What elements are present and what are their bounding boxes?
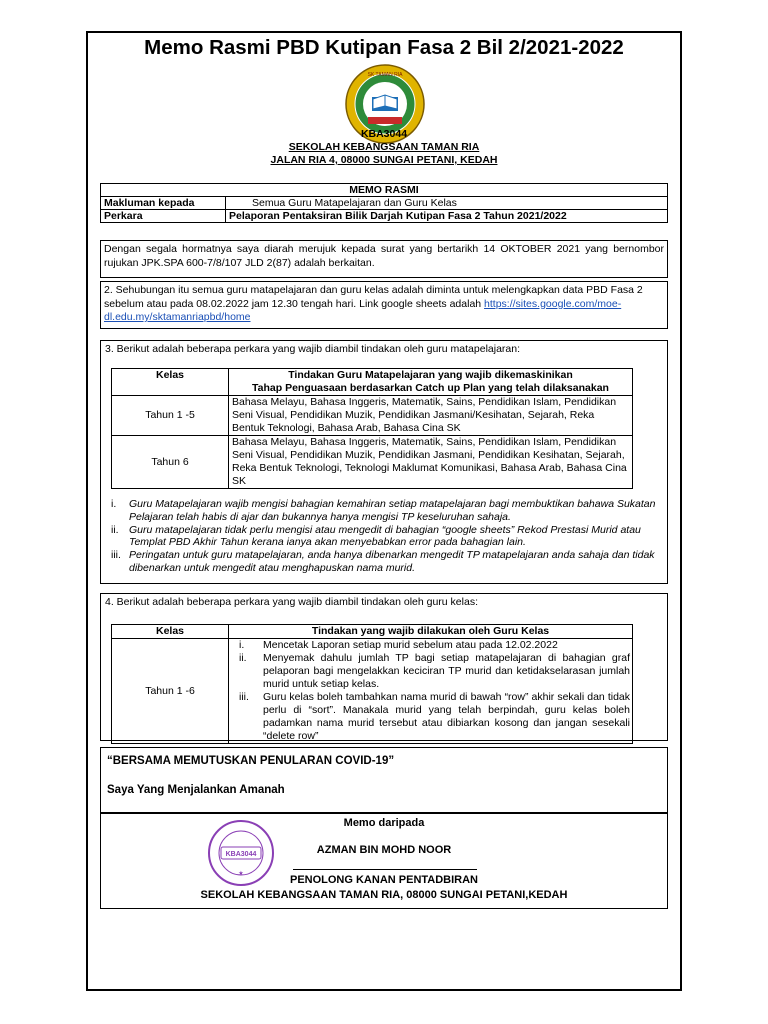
table2-header-kelas: Kelas	[112, 625, 229, 639]
document-title: Memo Rasmi PBD Kutipan Fasa 2 Bil 2/2021-2022	[144, 36, 624, 59]
memo-header-table	[100, 183, 668, 223]
table2-row-kelas: Tahun 1 -6	[112, 639, 229, 744]
action-item: i. Mencetak Laporan setiap murid sebelum atau pada 12.02.2022	[239, 639, 558, 651]
memo-heading: MEMO RASMI	[101, 184, 668, 197]
class-teacher-table	[111, 624, 633, 744]
table1-row2-kelas: Tahun 6	[112, 436, 229, 489]
table1-row1-subjects: Bahasa Melayu, Bahasa Inggeris, Matematik, Sains, Pendidikan Islam, Pendidikan Seni Visual, Pendidikan Muzik, Pendidikan Jasmani/Kesihatan, Sejarah, Reka Bentuk Teknologi, Bahasa Arab, Bahasa Cina SK	[229, 396, 633, 436]
action-item: ii. Menyemak dahulu jumlah TP bagi setiap matapelajaran di bahagian graf pelaporan bagi mengelakkan keciciran TP murid dan ketidakselarasan jumlah murid untuk setiap kelas.	[239, 652, 630, 690]
table1-header-kelas: Kelas	[112, 369, 229, 396]
school-name: SEKOLAH KEBANGSAAN TAMAN RIA	[288, 141, 480, 153]
svg-text:SK TAMAN RIA: SK TAMAN RIA	[367, 72, 403, 78]
table1-row2-subjects: Bahasa Melayu, Bahasa Inggeris, Matematik, Sains, Pendidikan Islam, Pendidikan Seni Visual, Pendidikan Muzik, Pendidikan Jasmani, Pendidikan Kesihatan, Sejarah, Reka Bentuk Teknologi, Teknologi Maklumat Komunikasi, Bahasa Arab, Bahasa Cina SK	[229, 436, 633, 489]
action-item: iii. Guru kelas boleh tambahkan nama murid di bawah “row” akhir sekali dan tidak perlu di “sort”. Manakala murid yang telah berpindah, guru kelas boleh padamkan nama murid tersebut atau dibiarkan kosong dan jangan sesekali “delete row”	[239, 691, 630, 742]
signatory-organization: SEKOLAH KEBANGSAAN TAMAN RIA, 08000 SUNGAI PETANI,KEDAH	[200, 889, 568, 901]
paragraph-2	[100, 281, 668, 329]
svg-text:★: ★	[238, 871, 244, 877]
signatory-name: AZMAN BIN MOHD NOOR	[316, 844, 452, 856]
signature-line	[293, 869, 477, 870]
subject-teacher-table	[111, 368, 633, 489]
memo-from-label: Memo daripada	[343, 817, 425, 829]
google-sheets-link[interactable]: https://sites.google.com/moe-dl.edu.my/sktamanriapbd/home	[104, 297, 622, 323]
class-teacher-actions	[231, 639, 630, 743]
note-item: i. Guru Matapelajaran wajib mengisi bahagian kemahiran setiap matapelajaran bagi membuktikan bahawa Sukatan Pelajaran telah habis di ajar dan bukannya hanya mengisi TP keseluruhan sahaja.	[111, 498, 656, 523]
covid-slogan: “BERSAMA MEMUTUSKAN PENULARAN COVID-19”	[107, 755, 395, 767]
closing-phrase: Saya Yang Menjalankan Amanah	[107, 784, 285, 796]
document-frame	[86, 31, 682, 991]
section-4	[100, 593, 668, 741]
table1-header-tindakan	[229, 369, 633, 396]
subject-teacher-notes	[105, 498, 663, 575]
paragraph-1: Dengan segala hormatnya saya diarah merujuk kepada surat yang bertarikh 14 OKTOBER 2021 yang bernombor rujukan JPK.SPA 600-7/8/107 JLD 2(87) adalah berkaitan.	[100, 240, 668, 278]
section-3	[100, 340, 668, 584]
school-code: KBA3044	[360, 128, 408, 140]
signature-box	[100, 813, 668, 909]
school-address: JALAN RIA 4, 08000 SUNGAI PETANI, KEDAH	[270, 154, 498, 166]
closing-box	[100, 747, 668, 813]
memo-value-makluman: Semua Guru Matapelajaran dan Guru Kelas	[226, 197, 668, 210]
memo-label-makluman: Makluman kepada	[101, 197, 226, 210]
table2-header-tindakan: Tindakan yang wajib dilakukan oleh Guru Kelas	[229, 625, 633, 639]
note-item: iii. Peringatan untuk guru matapelajaran, anda hanya dibenarkan mengedit TP matapelajaran anda sahaja dan tidak dibenarkan untuk mengedit atau menghapuskan nama murid.	[111, 549, 655, 574]
signatory-position: PENOLONG KANAN PENTADBIRAN	[289, 874, 479, 886]
paragraph-2-text: 2. Sehubungan itu semua guru matapelajaran dan guru kelas adalah diminta untuk melengkapkan data PBD Fasa 2 sebelum atau pada 08.02.2022 jam 12.30 tengah hari. Link google sheets adalah	[104, 284, 643, 310]
memo-label-perkara: Perkara	[101, 210, 226, 223]
note-item: ii. Guru matapelajaran tidak perlu mengisi atau mengedit di bahagian “google sheets” Rekod Prestasi Murid atau Templat PBD Akhir Tahun kerana ianya akan menyebabkan error pada bahagian lain.	[111, 523, 641, 549]
section-3-intro: 3. Berikut adalah beberapa perkara yang wajib diambil tindakan oleh guru matapelajaran:	[105, 343, 521, 355]
table1-row1-kelas: Tahun 1 -5	[112, 396, 229, 436]
memo-value-perkara: Pelaporan Pentaksiran Bilik Darjah Kutipan Fasa 2 Tahun 2021/2022	[226, 210, 668, 223]
stamp-code: KBA3044	[225, 851, 257, 858]
table1-header-line2: Tahap Penguasaan berdasarkan Catch up Plan yang telah dilaksanakan	[252, 382, 609, 394]
table1-header-line1: Tindakan Guru Matapelajaran yang wajib dikemaskinikan	[288, 369, 573, 381]
section-4-intro: 4. Berikut adalah beberapa perkara yang wajib diambil tindakan oleh guru kelas:	[105, 596, 478, 608]
